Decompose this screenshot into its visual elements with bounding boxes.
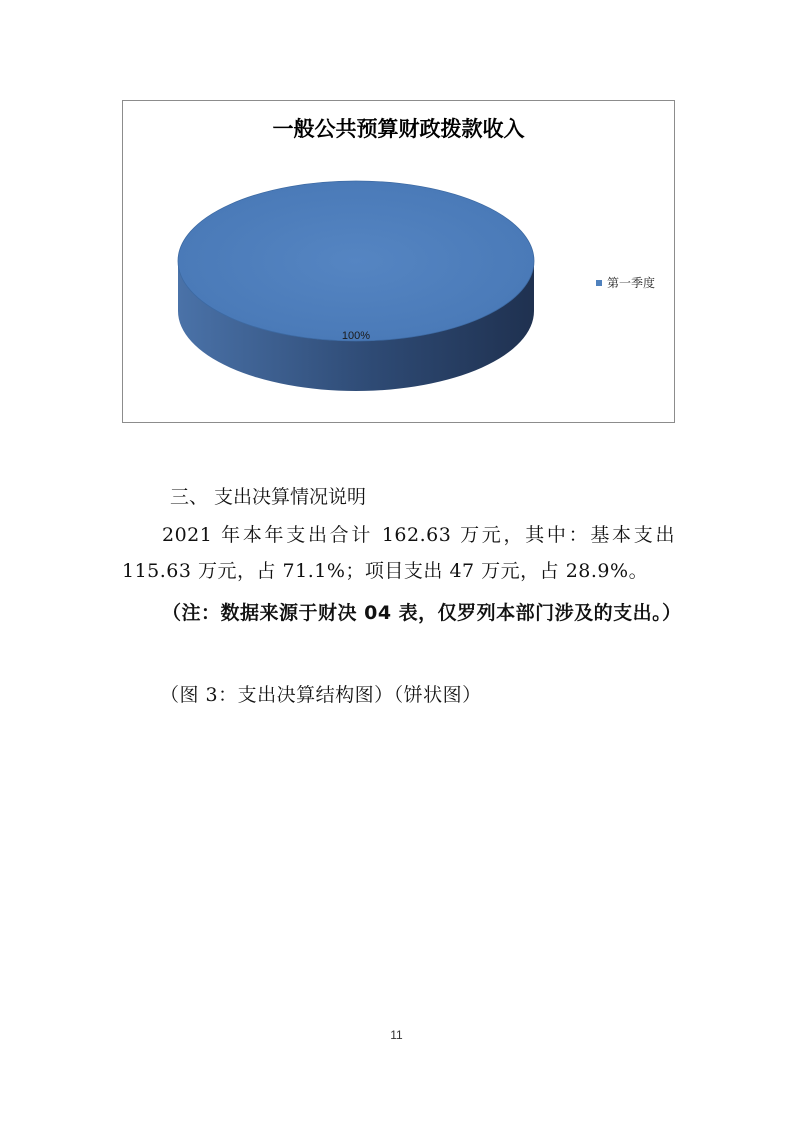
expenditure-summary-paragraph: 2021 年本年支出合计 162.63 万元，其中：基本支出 115.63 万元，占 71.1%；项目支出 47 万元，占 28.9%。 <box>122 524 675 582</box>
section-heading: 三、 支出决算情况说明 <box>170 486 367 508</box>
page-number: 11 <box>390 1028 403 1042</box>
legend-swatch <box>596 280 602 286</box>
chart-legend <box>596 274 655 291</box>
pie-slice-first-quarter <box>178 181 534 341</box>
chart-title: 一般公共预算财政拨款收入 <box>272 117 525 141</box>
data-source-note: （注：数据来源于财决 04 表，仅罗列本部门涉及的支出。） <box>162 602 682 624</box>
pie-chart-svg <box>123 101 676 424</box>
figure-caption: （图 3：支出决算结构图）（饼状图） <box>160 684 482 706</box>
pie-data-label: 100% <box>341 330 371 342</box>
legend-label-first-quarter: 第一季度 <box>607 276 656 290</box>
pie-chart-frame <box>122 100 675 423</box>
